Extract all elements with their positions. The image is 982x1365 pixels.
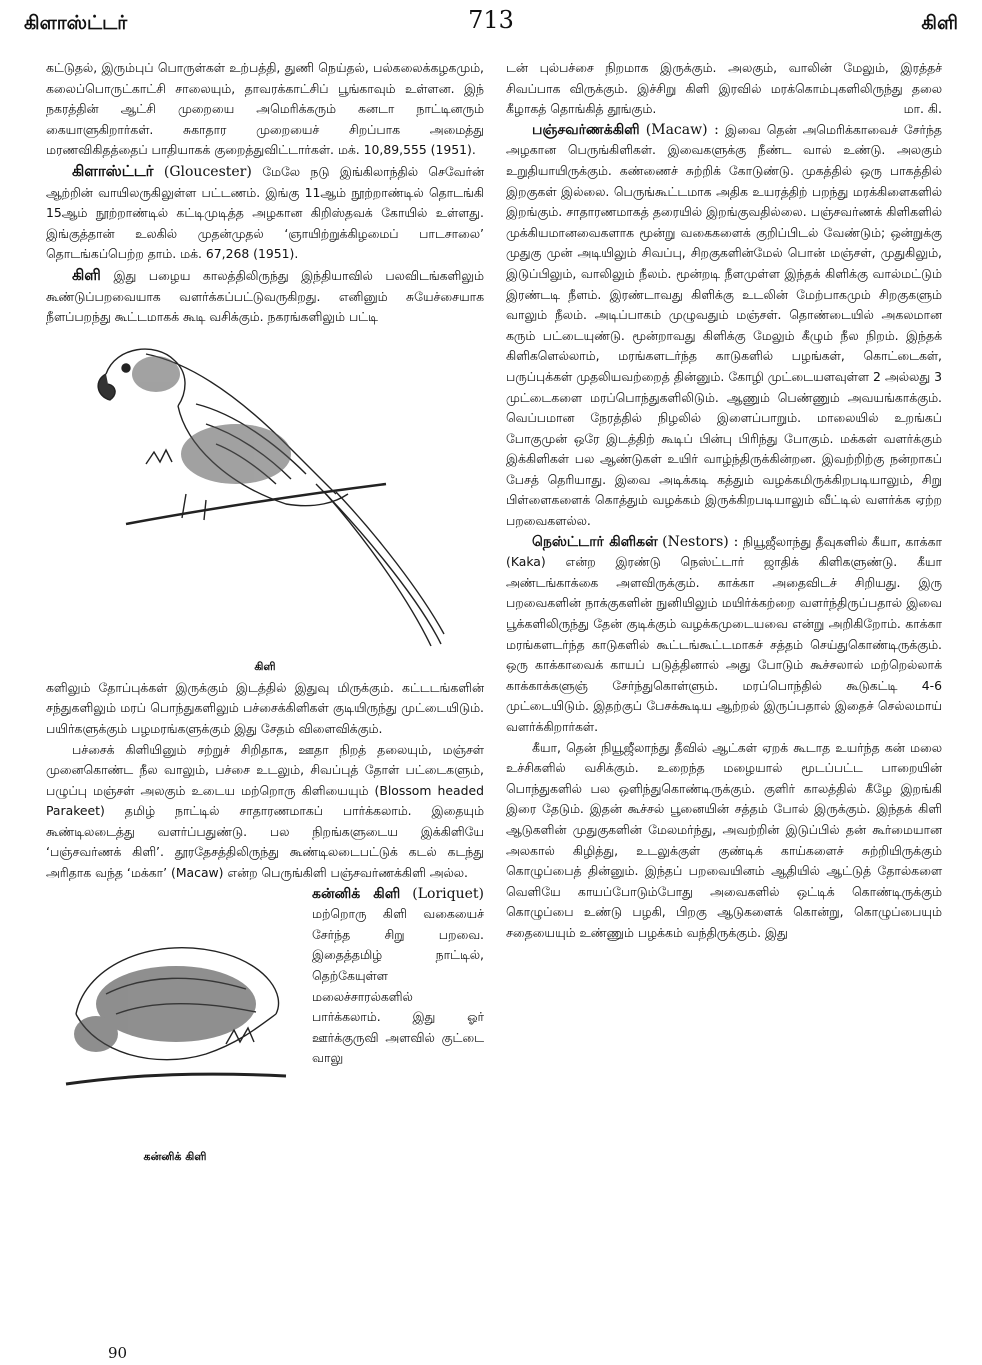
lorikeet-illustration-icon [46, 894, 296, 1134]
lorikeet-cont-text: டன் புல்பச்சை நிறமாக இருக்கும். அலகும், வாலின் மேலும், இரத்தச் சிவப்பாக விருக்கும். இச்சிறு கிளி இரவில் மரக்கொம்புகளிலிருந்து தலை கீழாகத் தொங்கித் தூங்கும். [506, 60, 942, 117]
entry-latin-lorikeet: (Loriquet) [412, 885, 484, 902]
entry-latin-nestor: (Nestors) : [662, 533, 739, 550]
entry-text-kili: இது பழைய காலத்திலிருந்து இந்தியாவில் பலவிடங்களிலும் கூண்டுப்பறவையாக வளர்க்கப்பட்டுவருகிறது. எனினும் சுயேச்சையாக நீளப்பறந்து கூட்டமாகக் கூடி வசிக்கும். நகரங்களிலும் பட்டி [46, 267, 484, 325]
page-number: 713 [468, 6, 514, 34]
entry-latin-gloucester: (Gloucester) [163, 163, 252, 180]
paragraph-lorikeet-cont [506, 58, 942, 120]
figure-caption-parakeet: கிளி [254, 660, 276, 674]
paragraph-blossom-headed [46, 740, 484, 884]
paragraph-kea: கீயா, தென் நியூஜீலாந்து தீவில் ஆட்கள் ஏறக் கூடாத உயர்ந்த கன் மலை உச்சிகளில் வசிக்கும். உறைந்த மழையால் மூடப்பட்ட பாறையின் பொந்துகளில் பல ஒளிந்துகொண்டிருக்கும். குளிர் காலத்தில் கீழே இறங்கி இரை தேடும். இதன் கூச்சல் பூனையின் சத்தம் போல் இருக்கும். இந்தக் கிளி ஆடுகளின் முதுகுகளின் மேலமர்ந்து, அவற்றின் இடுப்பில் தன் கூர்மையான அலகால் கிழித்து, உடலுக்குள் குண்டிக் காய்களைச் சுற்றியிருக்கும் கொழுப்பைத் தின்னும். இந்தப் பறவையினம் ஆதியில் ஆட்டுத் தோல்களை வெளியே காயப்போடும்போது அவைகளில் ஒட்டிக் கொண்டிருக்கும் கொழுப்பை உண்டு பழகி, பிறகு ஆடுகளைக் கொன்று, கொழுப்பையும் சதையையும் உண்ணும் பழக்கம் வந்திருக்கும். இது [506, 739, 942, 940]
blossom-text-start: பச்சைக் கிளியினும் சற்றுச் சிறிதாக, ஊதா நிறத் தலையும், மஞ்சள் முனைகொண்ட நீல வாலும், பச்சை உடலும், சிவப்புத் தோள் பட்டைகளும், பழுப்பு மஞ்சள் அலகும் உடைய மற்றொரு கிளியையும் (Blossom headed Parakeet) தமிழ் நாட்டில் சாதாரணமாகப் பார்க்கலாம். இதையும் கூண்டிலடைத்து வளர்ப்பதுண்டு. பல நிறங்களுடைய இக்கிளியே ‘பஞ்சவர்ணக் கிளி’. தூரதேசத்திலிருந்து கூண்டிலடைபட்டுக் கடல் கடந்து அரிதாக வந்த ‘மக்கா’ (Macaw) என்ற பெருங்கிளி பஞ்சவர்ணக்கிளி அல்ல. [46, 741, 484, 881]
figure-caption-lorikeet: கன்னிக் கிளி [143, 1150, 207, 1164]
lorikeet-section [46, 884, 484, 1164]
blossom-section [46, 740, 484, 884]
entry-latin-macaw: (Macaw) : [645, 121, 719, 138]
paragraph-habitat: களிலும் தோப்புக்கள் இருக்கும் இடத்தில் இதுவு மிருக்கும். கட்டடங்களின் சந்துகளிலும் மரப் பொந்துகளிலும் பச்சைக்கிளிகள் குடியிருந்து முட்டையிடும். பயிர்களுக்கும் பழமரங்களுக்கும் இது சேதம் விளைவிக்கும். [46, 679, 484, 736]
right-column [506, 58, 942, 944]
entry-heading-nestor: நெஸ்ட்டார் கிளிகள் [532, 533, 658, 550]
entry-heading-gloucester: கிளாஸ்ட்டர் [72, 161, 154, 180]
entry-text-nestor: நியூஜீலாந்து தீவுகளில் கீயா, காக்கா (Kaka) என்ற இரண்டு நெஸ்ட்டார் ஜாதிக் கிளிகளுண்டு. கீயா அண்டங்காக்கை அளவிருக்கும். காக்கா அதைவிடச் சிறியது. இரு பறவைகளின் நாக்குகளின் நுனியிலும் மயிர்க்கற்றை வளர்ந்திருப்பதால் இவை பூக்களிலிருந்து தேன் குடிக்கும் வழக்கமுடையவை என்று அறிகிறோம். காக்கா மரங்களடர்ந்த காடுகளில் கூட்டங்கூட்டமாகச் சத்தம் செய்துகொண்டிருக்கும். ஒரு காக்காவைக் காயப் படுத்தினால் அது போடும் கூச்சலால் மற்றெல்லாக் காக்காக்களுஞ் சேர்ந்துகொள்ளும். மரப்பொந்தில் கூடுகட்டி 4-6 முட்டையிடும். இதற்குப் பேசக்கூடிய ஆற்றல் இருப்பதால் இதைச் செல்லமாய் வளர்க்கிறார்கள். [506, 533, 942, 734]
running-head-left: கிளாஸ்ட்டர் [24, 12, 128, 34]
figure-lorikeet [46, 884, 304, 1180]
entry-heading-macaw: பஞ்சவர்ணக்கிளி [532, 121, 640, 138]
page-header [24, 4, 958, 44]
entry-heading-kili: கிளி [72, 265, 101, 284]
figure-parakeet [46, 334, 484, 674]
entry-kili [46, 265, 484, 328]
entry-heading-lorikeet: கன்னிக் கிளி [312, 885, 401, 902]
page-marker: 90 [108, 1344, 128, 1362]
entry-gloucester [46, 161, 484, 265]
author-signature: மா. கி. [903, 101, 942, 117]
left-column [46, 58, 484, 1180]
entry-text-macaw: இவை தென் அமெரிக்காவைச் சேர்ந்த அழகான பெருங்கிளிகள். இவைகளுக்கு நீண்ட வால் உண்டு. அலகும் உறுதியாயிருக்கும். கண்ணைச் சுற்றிக் கோடுண்டு. முகத்தில் ஒரு பாகத்தில் இறகுகள் இல்லை. பெருங்கூட்டமாக அதிக உயரத்திற் பறந்து மரக்கிளைகளில் இறங்கும். சாதாரணமாகத் தரையில் இறங்குவதில்லை. பஞ்சவர்ணக் கிளிகளில் முக்கியமானவைகளாக மூன்று வகைகளைக் குறிப்பிடல் வேண்டும்; ஒன்றுக்கு முதுகு முன் அடியிலும் சிவப்பு, சிறகுகளின்மேல் பொன் மஞ்சள், முதுகிலும், இடுப்பிலும், வாலிலும் நீலம். மூன்றடி நீளமுள்ள இந்தக் கிளிக்கு வால்மட்டும் இரண்டடி நீளம். இரண்டாவது கிளிக்கு உடலின் மேற்பாகமும் சிறகுகளும் வாலும் நீலம். அடிப்பாகம் முழுவதும் மஞ்சள். தொண்டையில் அகலமான கரும் பட்டையுண்டு. மூன்றாவது கிளிக்கு மேலும் கீழும் நீல நிறம். இந்தக் கிளிகளெல்லாம், மரங்களடர்ந்த காடுகளில் பழங்கள், கொட்டைகள், பருப்புக்கள் முதலியவற்றைத் தின்னும். கோழி முட்டையளவுள்ள 2 அல்லது 3 முட்டைகளை மரப்பொந்துகளிலிடும். ஆணும் பெண்ணும் அவயங்காக்கும். வெப்பமான நேரத்தில் நிழலில் இளைப்பாறும். மாலையில் உறங்கப் போகுமுன் ஒரே இடத்திற் கூடிப் பின்பு பிரிந்து போகும். மக்கள் வளர்க்கும் இக்கிளிகள் பல ஆண்டுகள் உயிர் வாழ்ந்திருக்கின்றன. இவற்றிற்கு நன்றாகப் பேசத் தெரியாது. இவை அடிக்கடி கத்தும் வழக்கமிருக்கிறபடியாலும், சிறு பிள்ளைகளைக் கொத்தும் வழக்கம் இருக்கிறபடியாலும் வீட்டில் வளர்க்க ஏற்ற பறவைகளல்ல. [506, 121, 942, 529]
entry-nestor [506, 532, 942, 738]
entry-text-gloucester: மேலே நடு இங்கிலாந்தில் செவேர்ன் ஆற்றின் வாயிலருகிலுள்ள பட்டணம். இங்கு 11ஆம் நூற்றாண்டில் தொடங்கி 15ஆம் நூற்றாண்டில் கட்டிமுடித்த அழகான கிறிஸ்தவக் கோயில் உள்ளது. இங்குத்தான் உலகில் முதன்முதல் ‘ஞாயிற்றுக்கிழமைப் பாடசாலை’ தொடங்கப்பெற்ற தாம். மக். 67,268 (1951). [46, 163, 484, 262]
paragraph-intro: கட்டுதல், இரும்புப் பொருள்கள் உற்பத்தி, துணி நெய்தல், பல்கலைக்கழகமும், கலைப்பொருட்காட்சி சாலையும், தாவரக்காட்சிப் பூங்காவும் உள்ளன. இந் நகரத்தின் ஆட்சி முறையை அமெரிக்கரும் கனடா நாட்டினரும் கையாளுகிறார்கள். சுகாதார முறையைச் சிறப்பாக அமைத்து மரணவிகிதத்தைப் பாதியாகக் குறைத்துவிட்டார்கள். மக். 10,89,555 (1951). [46, 60, 484, 158]
entry-macaw [506, 120, 942, 532]
entry-text-lorikeet: மற்றொரு கிளி வகையைச் சேர்ந்த சிறு பறவை. இதைத்தமிழ் நாட்டில், தெற்கேயுள்ள மலைச்சாரல்களில் பார்க்கலாம். இது ஓர் ஊர்க்குருவி அளவில் குட்டை வாலு [312, 906, 484, 1066]
running-head-right: கிளி [921, 12, 958, 34]
parakeet-illustration-icon [86, 334, 446, 654]
